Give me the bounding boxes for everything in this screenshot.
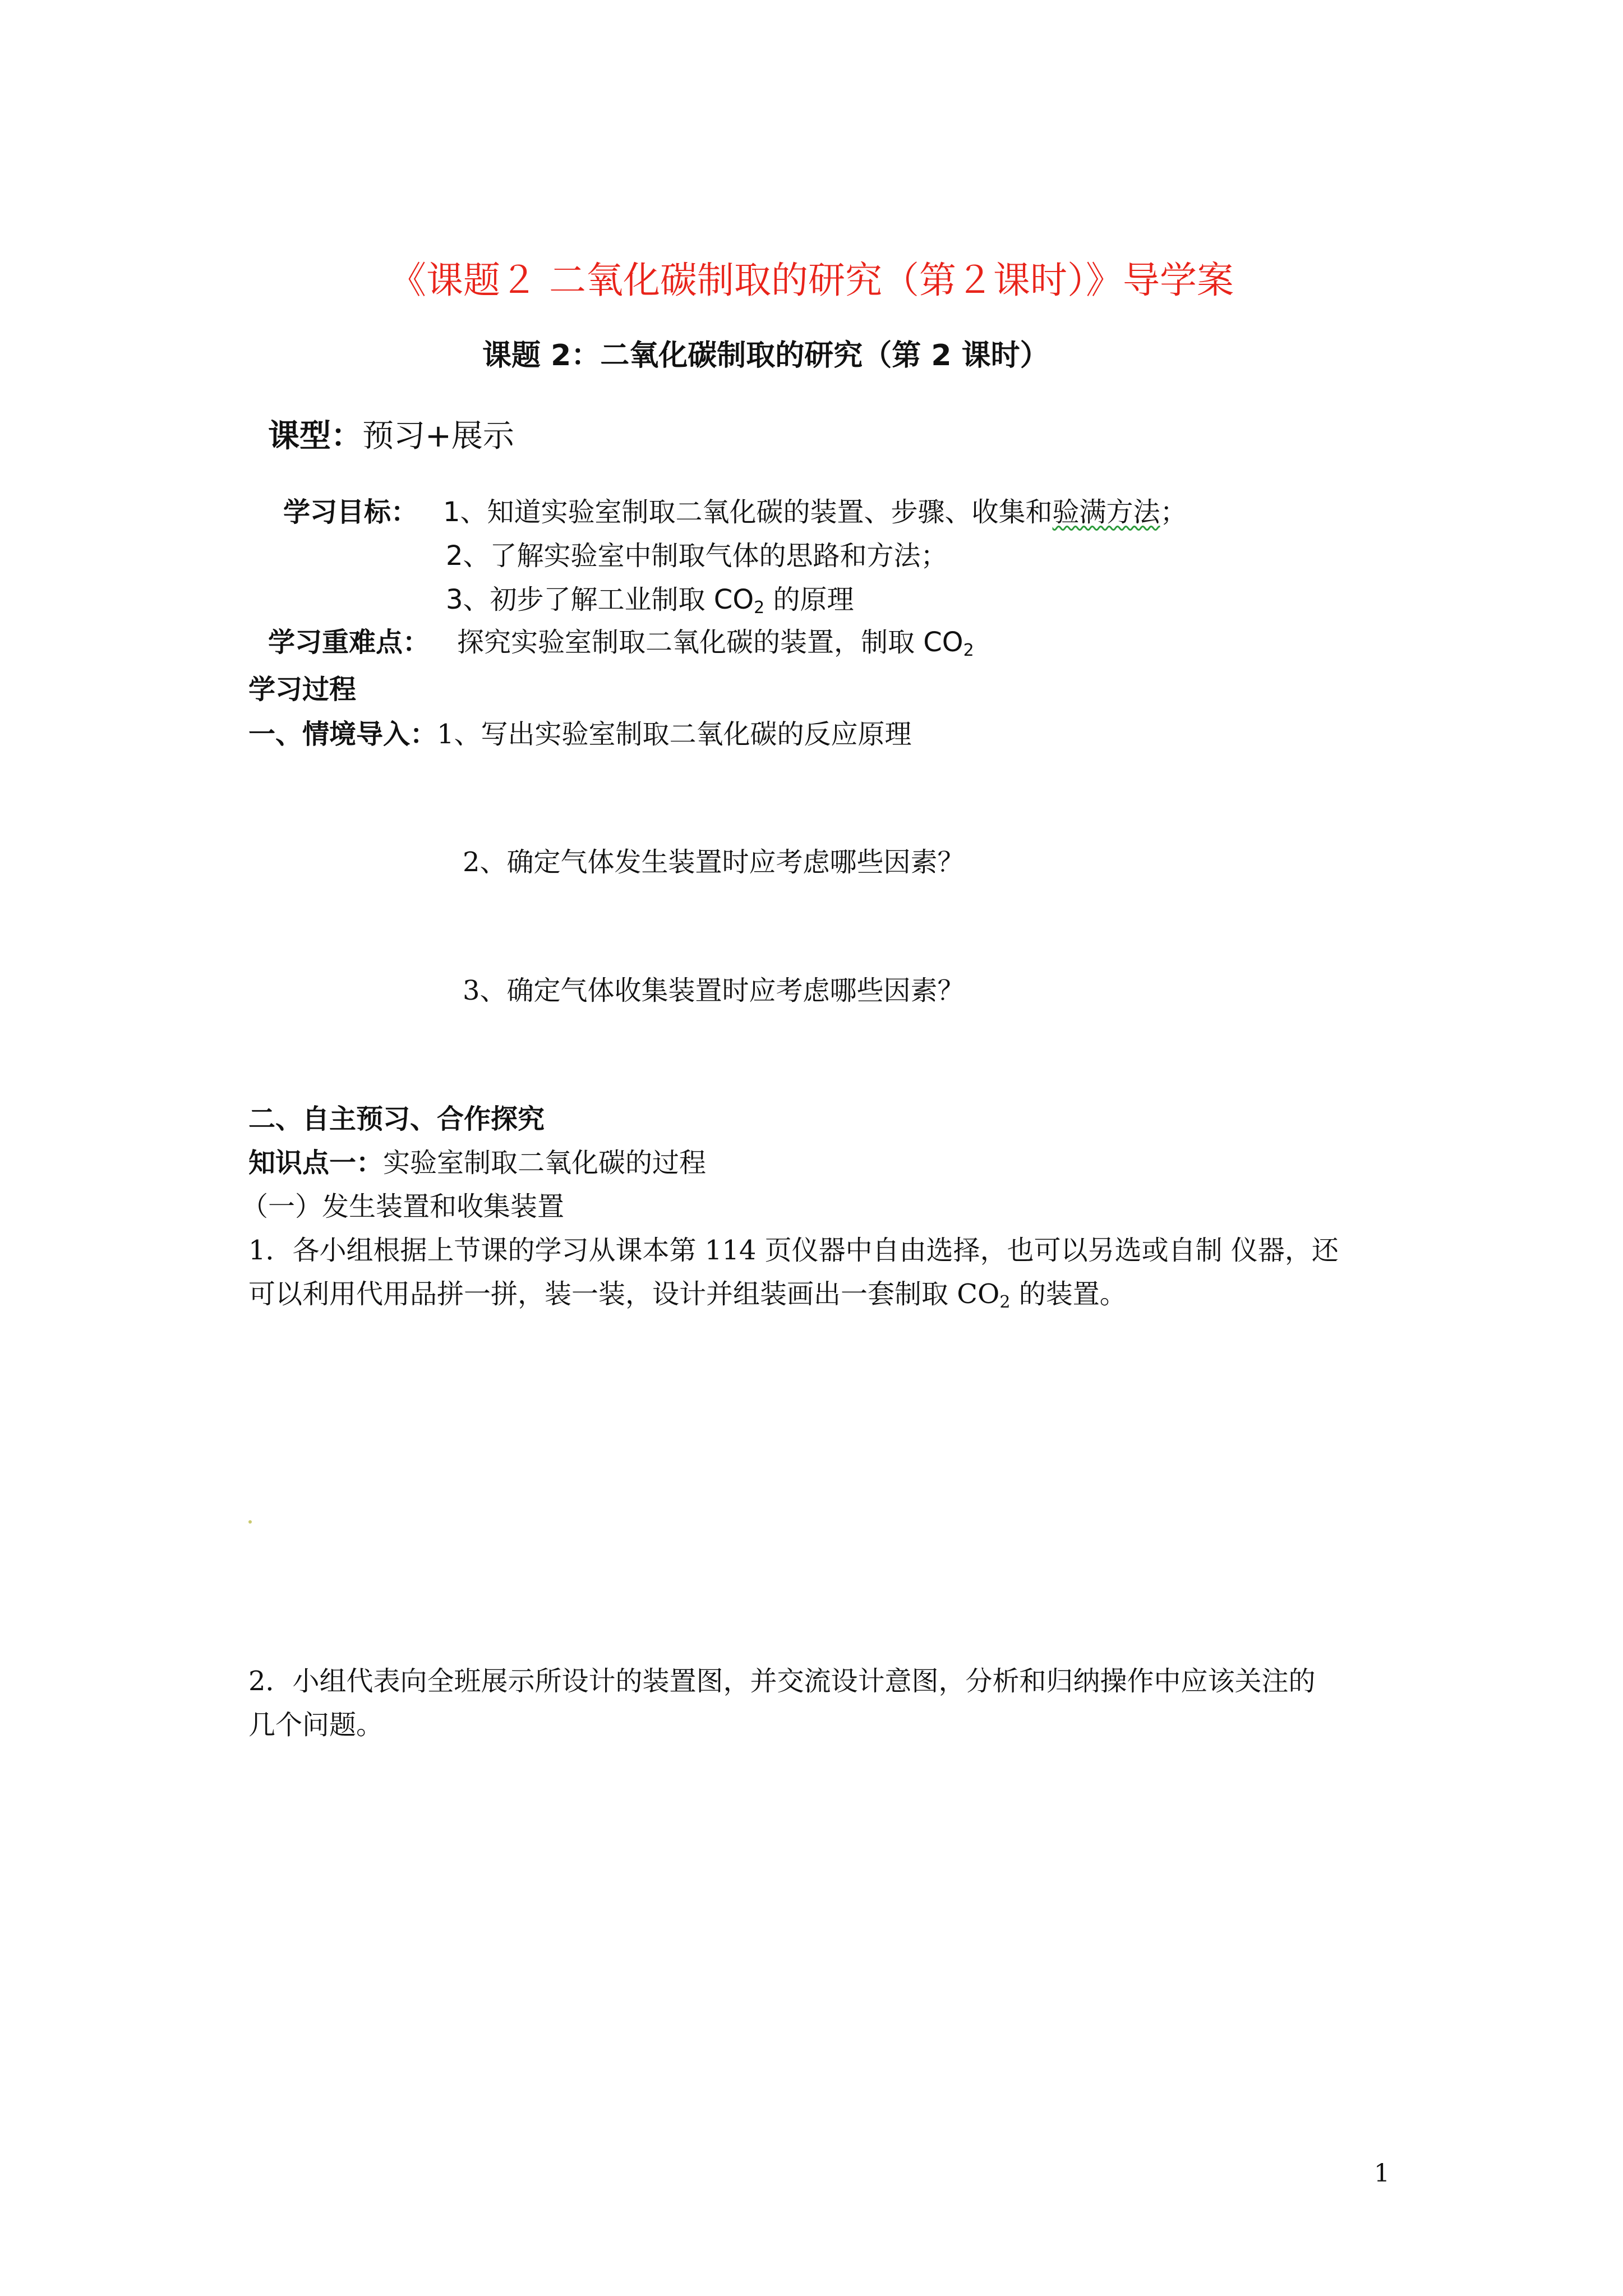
subsection-heading: （一）发生装置和收集装置 [241, 1191, 565, 1222]
section1-question-2: 2、确定气体发生装置时应考虑哪些因素？ [463, 846, 965, 878]
section1-question-3: 3、确定气体收集装置时应考虑哪些因素？ [463, 975, 965, 1006]
key-points-subscript: 2 [963, 641, 974, 660]
paragraph-1-line-2 [248, 1276, 1127, 1321]
paragraph-2-line-1: 2．小组代表向全班展示所设计的装置图，并交流设计意图，分析和归纳操作中应该关注的 [248, 1665, 1316, 1697]
paragraph-1-line-2-tail: 的装置。 [1010, 1278, 1127, 1310]
lesson-type-label: 课型： [268, 418, 362, 454]
lesson-type [268, 415, 514, 458]
objective-3-tail: 的原理 [764, 584, 854, 615]
knowledge-point-label: 知识点一： [248, 1147, 384, 1179]
objective-3-text: 3、初步了解工业制取 CO [446, 584, 754, 615]
section1-question-1: 1、写出实验室制取二氧化碳的反应原理 [437, 719, 912, 750]
section2-heading: 二、自主预习、合作探究 [248, 1103, 545, 1135]
knowledge-point-text: 实验室制取二氧化碳的过程 [383, 1147, 707, 1179]
paragraph-1-line-1: 1．各小组根据上节课的学习从课本第 114 页仪器中自由选择，也可以另选或自制 仪器，还 [248, 1235, 1339, 1266]
key-points [457, 624, 974, 669]
objectives-label: 学习目标： [283, 496, 418, 528]
paragraph-1-line-2-text: 可以利用代用品拼一拼，装一装，设计并组装画出一套制取 CO [248, 1278, 1000, 1310]
key-points-label: 学习重难点： [268, 627, 430, 658]
page-number: 1 [1374, 2159, 1390, 2188]
process-heading: 学习过程 [248, 674, 357, 705]
spellcheck-underline: 验满方法 [1052, 496, 1160, 528]
section1-heading: 一、情境导入： [248, 719, 437, 750]
lesson-subtitle: 课题 2：二氧化碳制取的研究（第 2 课时） [482, 339, 1049, 372]
objective-3-subscript: 2 [754, 598, 765, 618]
objective-1 [443, 494, 1187, 531]
document-title: 《课题２ 二氧化碳制取的研究（第２课时）》导学案 [389, 259, 1234, 302]
paragraph-1-subscript: 2 [999, 1292, 1011, 1312]
stray-mark [248, 1520, 252, 1524]
objective-2: 2、了解实验室中制取气体的思路和方法； [446, 540, 948, 572]
objective-3 [446, 581, 854, 627]
section1-row [248, 716, 912, 753]
lesson-type-value: 预习+展示 [362, 418, 514, 454]
objective-1-text: 1、知道实验室制取二氧化碳的装置、步骤、收集和验满方法； [443, 496, 1187, 528]
paragraph-2-line-2: 几个问题。 [248, 1709, 384, 1741]
key-points-text: 探究实验室制取二氧化碳的装置，制取 CO [457, 627, 963, 658]
knowledge-point-1 [248, 1144, 706, 1181]
